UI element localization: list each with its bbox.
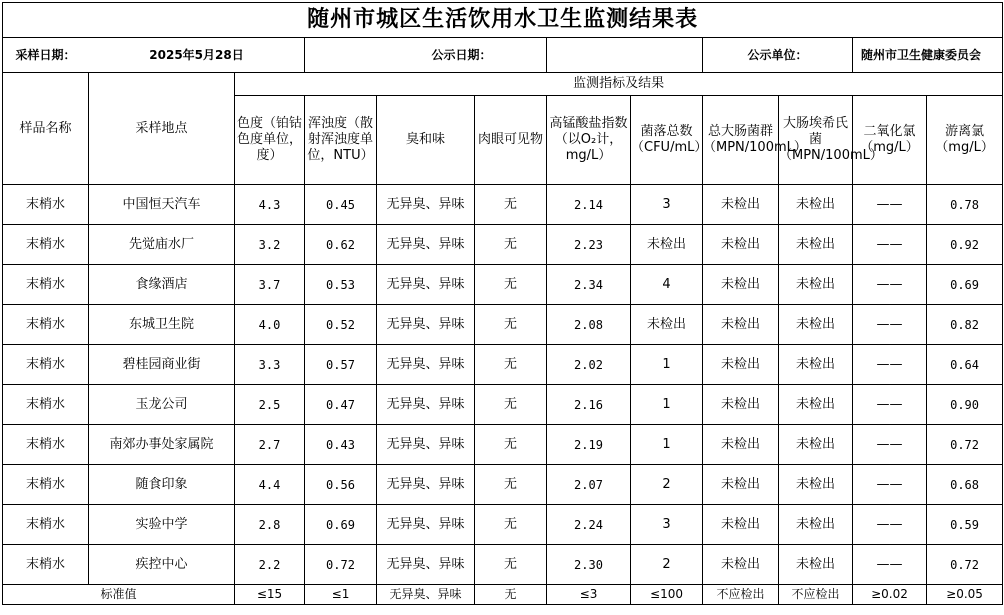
table-row	[3, 385, 1003, 425]
cell-visible: 无	[475, 345, 547, 385]
cell-permanganate: 2.07	[547, 465, 631, 505]
cell-sample: 末梢水	[3, 265, 89, 305]
standard-ecoli: 不应检出	[779, 585, 853, 605]
header-location: 采样地点	[89, 73, 235, 185]
cell-free-chlorine: 0.72	[927, 545, 1003, 585]
cell-ecoli: 未检出	[779, 345, 853, 385]
standard-color: ≤15	[235, 585, 305, 605]
cell-coliform: 未检出	[703, 305, 779, 345]
cell-color: 4.3	[235, 185, 305, 225]
cell-odor: 无异臭、异味	[377, 545, 475, 585]
standard-permanganate: ≤3	[547, 585, 631, 605]
publisher: 随州市卫生健康委员会	[853, 38, 1003, 73]
cell-chlorine-dioxide: ——	[853, 225, 927, 265]
cell-colony: 1	[631, 385, 703, 425]
cell-permanganate: 2.08	[547, 305, 631, 345]
cell-permanganate: 2.16	[547, 385, 631, 425]
cell-permanganate: 2.14	[547, 185, 631, 225]
cell-sample: 末梢水	[3, 545, 89, 585]
cell-free-chlorine: 0.59	[927, 505, 1003, 545]
cell-free-chlorine: 0.82	[927, 305, 1003, 345]
cell-location: 东城卫生院	[89, 305, 235, 345]
cell-ecoli: 未检出	[779, 545, 853, 585]
cell-ecoli: 未检出	[779, 505, 853, 545]
cell-location: 食缘酒店	[89, 265, 235, 305]
cell-permanganate: 2.34	[547, 265, 631, 305]
cell-chlorine-dioxide: ——	[853, 385, 927, 425]
cell-ecoli: 未检出	[779, 305, 853, 345]
header-color: 色度（铂钴色度单位，度）	[235, 96, 305, 185]
cell-odor: 无异臭、异味	[377, 385, 475, 425]
cell-odor: 无异臭、异味	[377, 305, 475, 345]
cell-sample: 末梢水	[3, 345, 89, 385]
header-turbidity: 浑浊度（散射浑浊度单位，NTU）	[305, 96, 377, 185]
standard-turbidity: ≤1	[305, 585, 377, 605]
cell-sample: 末梢水	[3, 305, 89, 345]
cell-ecoli: 未检出	[779, 385, 853, 425]
cell-turbidity: 0.62	[305, 225, 377, 265]
group-header-row	[3, 73, 1003, 96]
cell-colony: 未检出	[631, 225, 703, 265]
cell-visible: 无	[475, 185, 547, 225]
cell-permanganate: 2.24	[547, 505, 631, 545]
cell-turbidity: 0.69	[305, 505, 377, 545]
cell-free-chlorine: 0.92	[927, 225, 1003, 265]
cell-location: 中国恒天汽车	[89, 185, 235, 225]
cell-ecoli: 未检出	[779, 265, 853, 305]
header-permanganate: 高锰酸盐指数（以O₂计，mg/L）	[547, 96, 631, 185]
cell-color: 2.8	[235, 505, 305, 545]
cell-sample: 末梢水	[3, 465, 89, 505]
table-row	[3, 225, 1003, 265]
header-colony: 菌落总数（CFU/mL）	[631, 96, 703, 185]
standard-free-chlorine: ≥0.05	[927, 585, 1003, 605]
cell-free-chlorine: 0.68	[927, 465, 1003, 505]
cell-turbidity: 0.57	[305, 345, 377, 385]
cell-turbidity: 0.53	[305, 265, 377, 305]
cell-turbidity: 0.47	[305, 385, 377, 425]
cell-colony: 1	[631, 425, 703, 465]
cell-odor: 无异臭、异味	[377, 425, 475, 465]
cell-coliform: 未检出	[703, 265, 779, 305]
cell-location: 实验中学	[89, 505, 235, 545]
publish-date	[547, 38, 703, 73]
sampling-date: 2025年5月28日	[89, 38, 305, 73]
cell-turbidity: 0.52	[305, 305, 377, 345]
table-row	[3, 185, 1003, 225]
cell-chlorine-dioxide: ——	[853, 545, 927, 585]
cell-visible: 无	[475, 265, 547, 305]
standard-label: 标准值	[3, 585, 235, 605]
cell-color: 2.5	[235, 385, 305, 425]
header-ecoli: 大肠埃希氏菌（MPN/100mL）	[779, 96, 853, 185]
standard-coliform: 不应检出	[703, 585, 779, 605]
cell-permanganate: 2.30	[547, 545, 631, 585]
table-row	[3, 345, 1003, 385]
cell-ecoli: 未检出	[779, 425, 853, 465]
header-chlorine-dioxide: 二氧化氯（mg/L）	[853, 96, 927, 185]
header-coliform: 总大肠菌群（MPN/100mL）	[703, 96, 779, 185]
cell-ecoli: 未检出	[779, 225, 853, 265]
cell-colony: 3	[631, 505, 703, 545]
cell-colony: 2	[631, 545, 703, 585]
cell-sample: 末梢水	[3, 185, 89, 225]
cell-coliform: 未检出	[703, 345, 779, 385]
info-row	[3, 38, 1003, 73]
cell-visible: 无	[475, 465, 547, 505]
table-row	[3, 305, 1003, 345]
cell-color: 3.3	[235, 345, 305, 385]
cell-permanganate: 2.23	[547, 225, 631, 265]
results-table	[2, 2, 1003, 605]
cell-colony: 未检出	[631, 305, 703, 345]
cell-odor: 无异臭、异味	[377, 185, 475, 225]
cell-location: 随食印象	[89, 465, 235, 505]
standard-odor: 无异臭、异味	[377, 585, 475, 605]
cell-visible: 无	[475, 385, 547, 425]
cell-location: 南郊办事处家属院	[89, 425, 235, 465]
cell-sample: 末梢水	[3, 505, 89, 545]
cell-ecoli: 未检出	[779, 465, 853, 505]
cell-sample: 末梢水	[3, 225, 89, 265]
cell-coliform: 未检出	[703, 385, 779, 425]
table-row	[3, 265, 1003, 305]
cell-color: 2.7	[235, 425, 305, 465]
cell-location: 先觉庙水厂	[89, 225, 235, 265]
cell-chlorine-dioxide: ——	[853, 305, 927, 345]
cell-coliform: 未检出	[703, 545, 779, 585]
cell-color: 3.2	[235, 225, 305, 265]
cell-turbidity: 0.72	[305, 545, 377, 585]
cell-chlorine-dioxide: ——	[853, 265, 927, 305]
cell-odor: 无异臭、异味	[377, 345, 475, 385]
cell-color: 2.2	[235, 545, 305, 585]
header-sample-name: 样品名称	[3, 73, 89, 185]
table-row	[3, 505, 1003, 545]
standard-visible: 无	[475, 585, 547, 605]
cell-visible: 无	[475, 425, 547, 465]
cell-visible: 无	[475, 505, 547, 545]
cell-free-chlorine: 0.72	[927, 425, 1003, 465]
cell-permanganate: 2.19	[547, 425, 631, 465]
header-visible: 肉眼可见物	[475, 96, 547, 185]
cell-coliform: 未检出	[703, 185, 779, 225]
cell-chlorine-dioxide: ——	[853, 465, 927, 505]
cell-location: 碧桂园商业街	[89, 345, 235, 385]
cell-colony: 2	[631, 465, 703, 505]
cell-coliform: 未检出	[703, 425, 779, 465]
table-row	[3, 545, 1003, 585]
cell-location: 疾控中心	[89, 545, 235, 585]
group-header: 监测指标及结果	[235, 73, 1003, 96]
cell-location: 玉龙公司	[89, 385, 235, 425]
cell-odor: 无异臭、异味	[377, 225, 475, 265]
standard-chlorine-dioxide: ≥0.02	[853, 585, 927, 605]
cell-color: 4.0	[235, 305, 305, 345]
cell-chlorine-dioxide: ——	[853, 425, 927, 465]
standard-colony: ≤100	[631, 585, 703, 605]
info-spacer	[305, 38, 377, 73]
cell-coliform: 未检出	[703, 225, 779, 265]
cell-turbidity: 0.45	[305, 185, 377, 225]
cell-free-chlorine: 0.78	[927, 185, 1003, 225]
cell-free-chlorine: 0.69	[927, 265, 1003, 305]
cell-color: 3.7	[235, 265, 305, 305]
cell-sample: 末梢水	[3, 385, 89, 425]
cell-free-chlorine: 0.64	[927, 345, 1003, 385]
standard-row	[3, 585, 1003, 605]
cell-visible: 无	[475, 545, 547, 585]
sampling-date-label: 采样日期：	[3, 38, 89, 73]
cell-chlorine-dioxide: ——	[853, 185, 927, 225]
cell-odor: 无异臭、异味	[377, 465, 475, 505]
header-odor: 臭和味	[377, 96, 475, 185]
cell-coliform: 未检出	[703, 505, 779, 545]
cell-visible: 无	[475, 225, 547, 265]
cell-chlorine-dioxide: ——	[853, 505, 927, 545]
cell-ecoli: 未检出	[779, 185, 853, 225]
cell-sample: 末梢水	[3, 425, 89, 465]
table-row	[3, 425, 1003, 465]
cell-visible: 无	[475, 305, 547, 345]
cell-permanganate: 2.02	[547, 345, 631, 385]
cell-odor: 无异臭、异味	[377, 265, 475, 305]
header-free-chlorine: 游离氯（mg/L）	[927, 96, 1003, 185]
cell-colony: 3	[631, 185, 703, 225]
cell-color: 4.4	[235, 465, 305, 505]
cell-turbidity: 0.56	[305, 465, 377, 505]
monitoring-sheet	[2, 2, 1002, 605]
cell-colony: 4	[631, 265, 703, 305]
publish-date-label: 公示日期：	[377, 38, 547, 73]
cell-free-chlorine: 0.90	[927, 385, 1003, 425]
table-row	[3, 465, 1003, 505]
cell-colony: 1	[631, 345, 703, 385]
cell-coliform: 未检出	[703, 465, 779, 505]
cell-turbidity: 0.43	[305, 425, 377, 465]
cell-chlorine-dioxide: ——	[853, 345, 927, 385]
publisher-label: 公示单位：	[703, 38, 853, 73]
page-title: 随州市城区生活饮用水卫生监测结果表	[3, 3, 1003, 38]
cell-odor: 无异臭、异味	[377, 505, 475, 545]
